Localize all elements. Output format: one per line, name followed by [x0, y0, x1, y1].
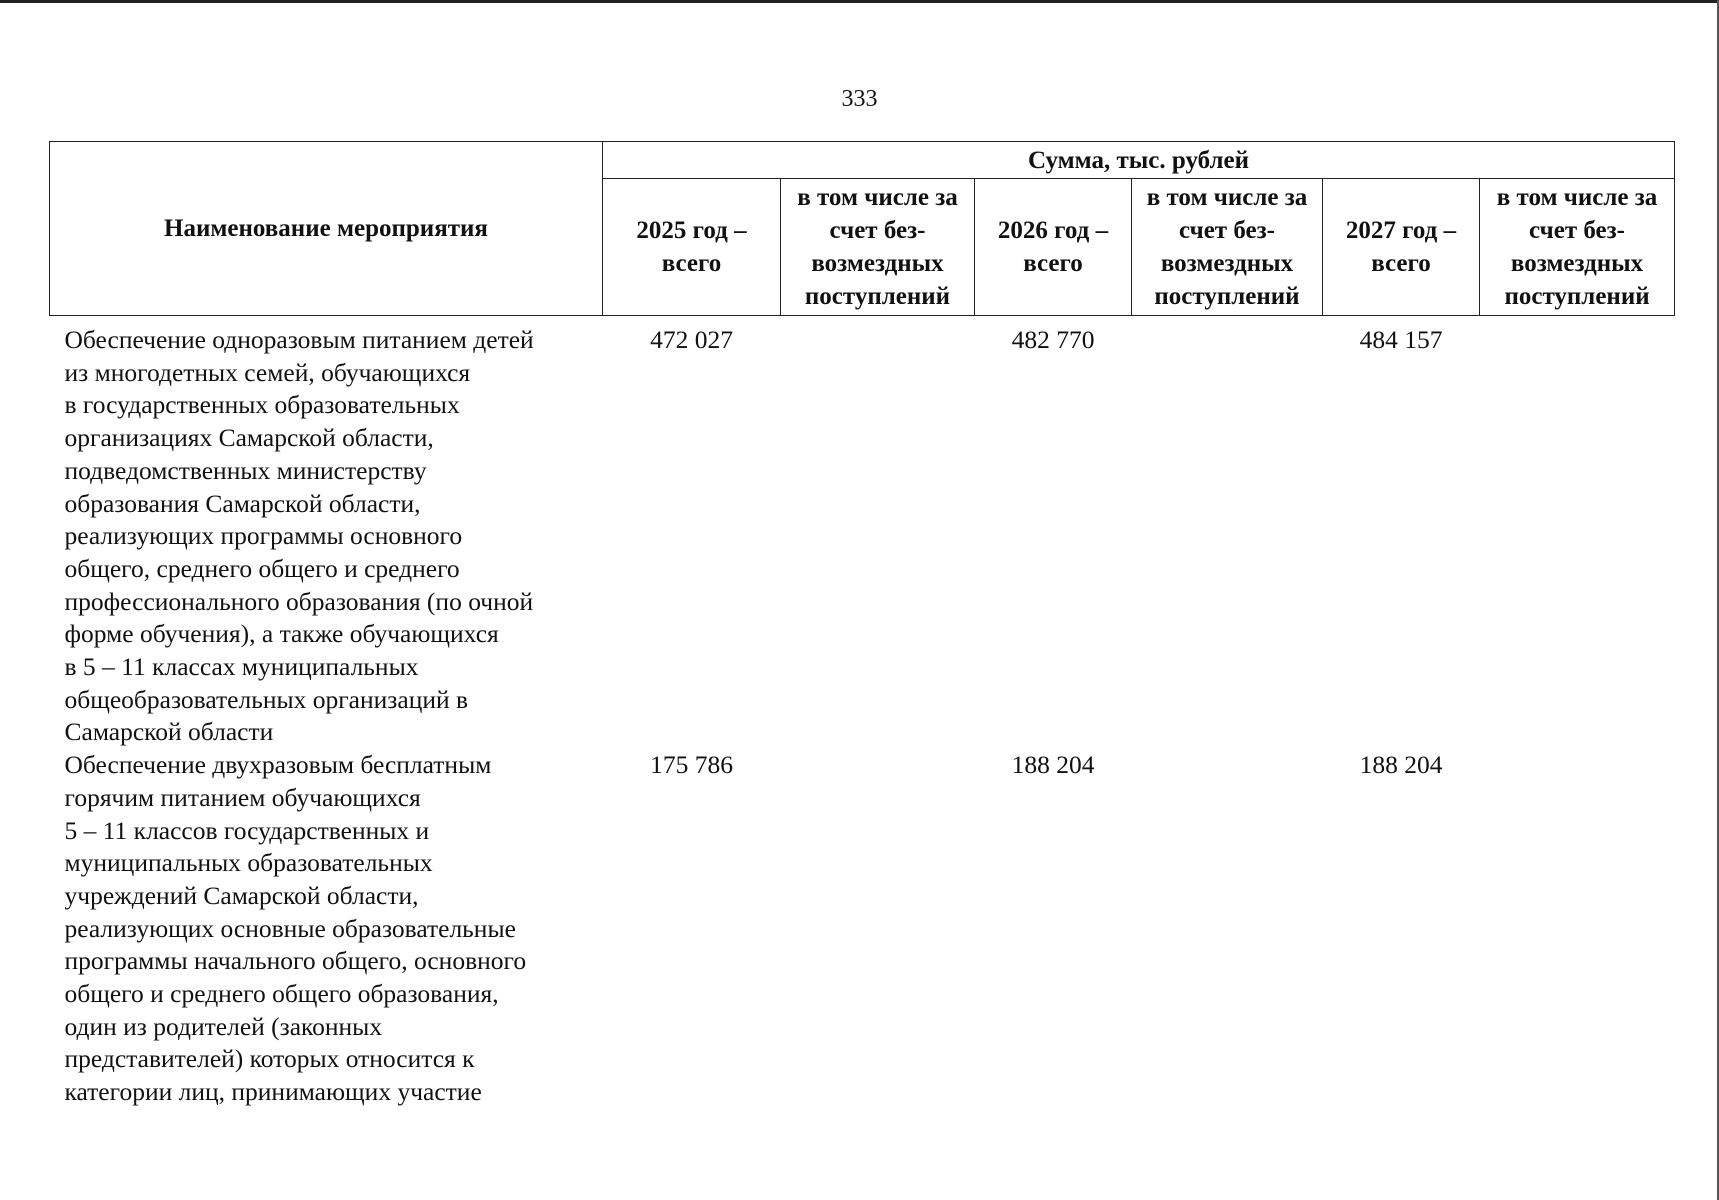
row-value-2027-gratuitous	[1480, 316, 1675, 750]
header-row-1	[50, 142, 1675, 179]
row-value-2025-gratuitous	[781, 316, 975, 750]
row-value-2025-gratuitous	[781, 749, 975, 1109]
header-sum: Сумма, тыс. рублей	[603, 142, 1675, 179]
row-name: Обеспечение двухразовым бесплатным горячим питанием обучающихся 5 – 11 классов государственных и муниципальных образовательных учреждений Самарской области, реализующих основные образовательные программы начального общего, основного общего и среднего общего образования, один из родителей (законных представителей) которых относится к категории лиц, принимающих участие	[64, 750, 527, 1107]
row-value-2027-total: 484 157	[1359, 325, 1443, 354]
scan-top-edge	[0, 0, 1719, 3]
header-2025-gratuitous: в том числе за счет без-возмездных поступлений	[781, 179, 975, 316]
row-value-2026-gratuitous	[1132, 749, 1323, 1109]
table-row	[50, 316, 1675, 750]
table-row	[50, 749, 1675, 1109]
row-value-2027-total: 188 204	[1359, 750, 1443, 780]
row-value-2026-total: 188 204	[1011, 750, 1095, 780]
row-name: Обеспечение одноразовым питанием детей из многодетных семей, обучающихся в государственных образовательных организациях Самарской области, подведомственных министерству образования Самарской области, реализующих программы основного общего, среднего общего и среднего профессионального образования (по очной форме обучения), а также обучающихся в 5 – 11 классах муниципальных общеобразовательных организаций в Самарской области	[64, 325, 534, 747]
budget-table	[49, 141, 1675, 1109]
row-value-2025-total: 175 786	[650, 750, 733, 780]
row-value-2026-gratuitous	[1132, 316, 1323, 750]
page-number: 333	[841, 86, 878, 112]
header-2026-total: 2026 год – всего	[975, 179, 1132, 316]
header-name-column: Наименование мероприятия	[50, 142, 603, 316]
row-value-2027-gratuitous	[1480, 749, 1675, 1109]
header-2027-gratuitous: в том числе за счет без-возмездных поступлений	[1480, 179, 1675, 316]
row-value-2025-total: 472 027	[650, 325, 733, 354]
header-2025-total: 2025 год – всего	[603, 179, 781, 316]
header-2027-total: 2027 год – всего	[1323, 179, 1480, 316]
row-value-2026-total: 482 770	[1011, 325, 1095, 354]
header-2026-gratuitous: в том числе за счет без-возмездных поступлений	[1132, 179, 1323, 316]
